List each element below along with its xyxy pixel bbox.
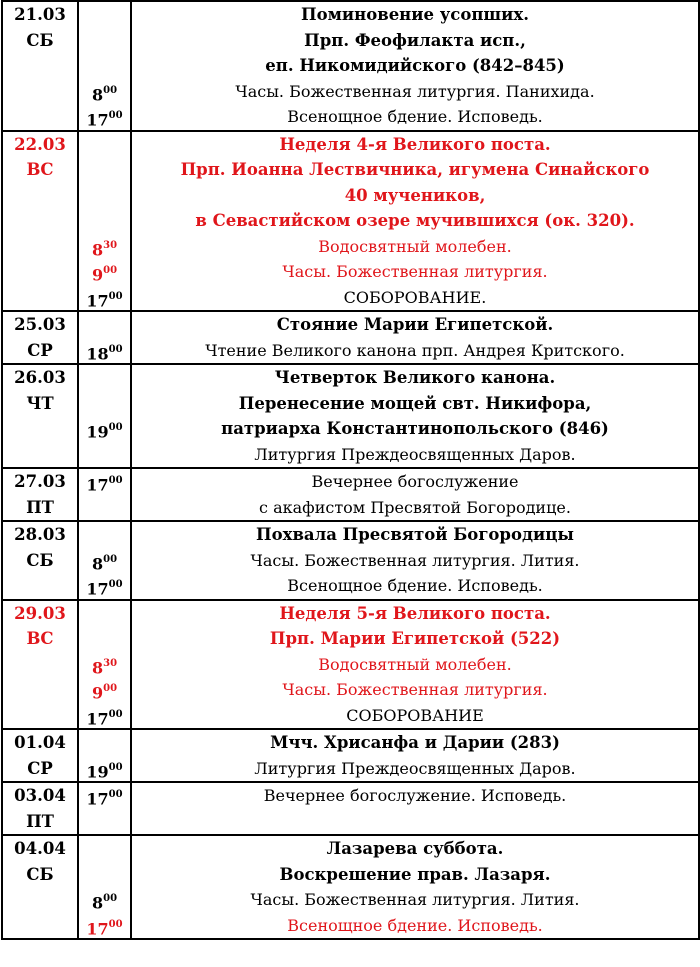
service-time-minutes: 00 [103,265,118,276]
schedule-day-row [2,835,699,939]
service-time-hour: 8 [91,553,104,573]
time-cell [78,729,131,782]
day-weekday: СБ [26,550,54,570]
feast-title-line: Неделя 4-я Великого поста. [279,134,551,154]
service-schedule-table [1,0,700,940]
schedule-day-row [2,729,699,782]
service-time [79,285,130,311]
service-time [79,2,130,28]
schedule-day-row [2,782,699,835]
service-time-hour: 17 [86,290,109,310]
service-time [79,783,130,809]
service-description: Всенощное бдение. Исповедь. [287,107,543,126]
feast-title-line: еп. Никомидийского (842–845) [265,56,565,75]
time-cell [78,782,131,835]
day-weekday: СБ [26,864,54,884]
service-cell [131,1,699,131]
schedule-day-row [2,131,699,312]
date-cell [2,364,78,468]
service-time-hour: 18 [86,343,109,363]
date-cell [2,600,78,730]
service-time [79,132,130,158]
feast-title-line: Прп. Феофилакта исп., [304,30,526,50]
service-time [79,157,130,183]
time-cell [78,364,131,468]
schedule-day-row [2,468,699,521]
service-description: Литургия Преждеосвященных Даров. [254,758,576,778]
date-cell [2,1,78,131]
service-time [79,652,130,678]
service-time [79,862,130,888]
service-time-hour: 8 [91,657,104,677]
service-time [79,809,130,835]
service-description: СОБОРОВАНИЕ. [343,287,487,307]
day-weekday: ЧТ [26,393,54,413]
date-cell [2,729,78,782]
service-time [79,913,130,939]
service-time [79,208,130,234]
service-time-minutes: 00 [108,918,123,930]
day-weekday: ВС [26,629,54,648]
day-weekday: СР [27,758,53,778]
service-time-hour: 19 [86,422,109,442]
day-date: 21.03 [14,5,66,24]
day-weekday: ВС [26,160,54,179]
service-time-minutes: 00 [103,683,118,694]
service-cell [131,131,699,312]
service-cell [131,835,699,939]
service-time [79,28,130,54]
time-cell [78,835,131,939]
day-date: 29.03 [14,603,66,623]
feast-title-line: Мчч. Хрисанфа и Дарии (283) [270,733,560,752]
time-cell [78,1,131,131]
date-cell [2,468,78,521]
service-description: Водосвятный молебен. [318,654,512,674]
service-time [79,104,130,130]
service-description: Часы. Божественная литургия. Лития. [250,550,580,570]
service-description: Водосвятный молебен. [318,236,512,256]
service-time [79,312,130,338]
service-time-minutes: 00 [108,422,123,433]
feast-title-line: 40 мучеников, [344,185,486,205]
service-time-minutes: 00 [108,789,123,800]
service-time [79,548,130,574]
feast-title-line: Перенесение мощей свт. Никифора, [238,393,592,413]
service-time [79,79,130,105]
service-time [79,53,130,79]
service-time-hour: 19 [86,761,109,781]
service-time [79,442,130,468]
service-description: Всенощное бдение. Исповедь. [287,915,543,935]
service-time [79,416,130,442]
service-time [79,338,130,364]
service-time-hour: 8 [91,84,104,104]
feast-title-line: Воскрешение прав. Лазаря. [279,864,551,884]
service-time [79,573,130,599]
day-date: 25.03 [14,315,66,334]
feast-title-line: Четверток Великого канона. [274,368,556,387]
service-time [79,234,130,260]
service-time-minutes: 00 [103,553,118,565]
time-cell [78,131,131,312]
service-description: Вечернее богослужение [311,472,519,491]
service-description: Часы. Божественная литургия. [282,680,548,699]
service-time-hour: 17 [86,708,109,728]
service-description: Чтение Великого канона прп. Андрея Критского. [205,340,625,360]
service-time-minutes: 00 [108,761,123,773]
day-weekday: СБ [26,30,54,50]
feast-title-line: Неделя 5-я Великого поста. [279,603,551,623]
day-weekday: ПТ [26,497,54,517]
schedule-day-row [2,600,699,730]
service-time-minutes: 00 [103,893,118,904]
service-time [79,522,130,548]
service-time-minutes: 30 [103,657,118,669]
feast-title-line: Прп. Марии Египетской (522) [269,629,561,648]
service-time-hour: 17 [86,579,109,599]
day-date: 03.04 [14,786,66,805]
service-time-hour: 17 [86,789,109,809]
feast-title-line: в Севастийском озере мучившихся (ок. 320). [195,211,635,230]
day-date: 04.04 [14,839,66,858]
service-description: Часы. Божественная литургия. Лития. [250,890,580,909]
service-time [79,495,130,521]
service-time-minutes: 30 [103,239,118,251]
service-description: Часы. Божественная литургия. Панихида. [235,81,595,101]
service-time-hour: 9 [91,683,104,703]
feast-title-line: Поминовение усопших. [300,5,529,24]
day-date: 26.03 [14,368,66,387]
feast-title-line: Стояние Марии Египетской. [276,315,554,334]
date-cell [2,782,78,835]
feast-title-line: Похвала Пресвятой Богородицы [256,525,574,544]
time-cell [78,600,131,730]
service-time [79,887,130,913]
day-weekday: ПТ [26,811,54,831]
date-cell [2,521,78,600]
service-time [79,756,130,782]
service-time [79,626,130,652]
service-time [79,391,130,417]
service-cell [131,468,699,521]
date-cell [2,835,78,939]
service-time-minutes: 00 [108,343,123,355]
service-description: Литургия Преждеосвященных Даров. [254,444,576,464]
day-date: 01.04 [14,733,66,752]
service-time-minutes: 00 [108,110,123,121]
feast-title-line: Прп. Иоанна Лествичника, игумена Синайского [180,160,650,179]
day-date: 28.03 [14,525,66,544]
date-cell [2,131,78,312]
service-time-hour: 17 [86,475,109,495]
service-description: Вечернее богослужение. Исповедь. [263,786,567,805]
schedule-day-row [2,364,699,468]
service-time [79,730,130,756]
service-time-minutes: 00 [108,290,123,302]
service-time [79,601,130,627]
service-time [79,677,130,703]
service-cell [131,364,699,468]
service-description: Часы. Божественная литургия. [282,262,548,281]
time-cell [78,521,131,600]
service-time-minutes: 00 [103,84,118,96]
service-time-hour: 17 [86,918,109,938]
day-date: 22.03 [14,134,66,154]
service-time [79,836,130,862]
feast-title-line: Лазарева суббота. [326,839,504,858]
date-cell [2,311,78,364]
service-cell [131,600,699,730]
service-description: Всенощное бдение. Исповедь. [287,576,543,595]
time-cell [78,468,131,521]
service-time [79,469,130,495]
service-cell [131,782,699,835]
service-description [132,809,698,835]
time-cell [78,311,131,364]
service-description: СОБОРОВАНИЕ [346,705,484,725]
service-time [79,183,130,209]
service-time-minutes: 00 [108,579,123,590]
service-description: с акафистом Пресвятой Богородице. [259,497,571,517]
service-time-minutes: 00 [108,475,123,486]
service-cell [131,729,699,782]
schedule-day-row [2,311,699,364]
service-time-hour: 17 [86,110,109,130]
schedule-day-row [2,1,699,131]
day-date: 27.03 [14,472,66,491]
service-time-hour: 8 [91,893,104,913]
service-cell [131,311,699,364]
service-time [79,703,130,729]
service-cell [131,521,699,600]
day-weekday: СР [27,340,53,360]
schedule-day-row [2,521,699,600]
service-time-hour: 8 [91,239,104,259]
feast-title-line: патриарха Константинопольского (846) [221,419,609,438]
service-time [79,365,130,391]
service-time-minutes: 00 [108,708,123,720]
service-time-hour: 9 [91,265,104,285]
service-time [79,259,130,285]
schedule-body [2,1,699,939]
